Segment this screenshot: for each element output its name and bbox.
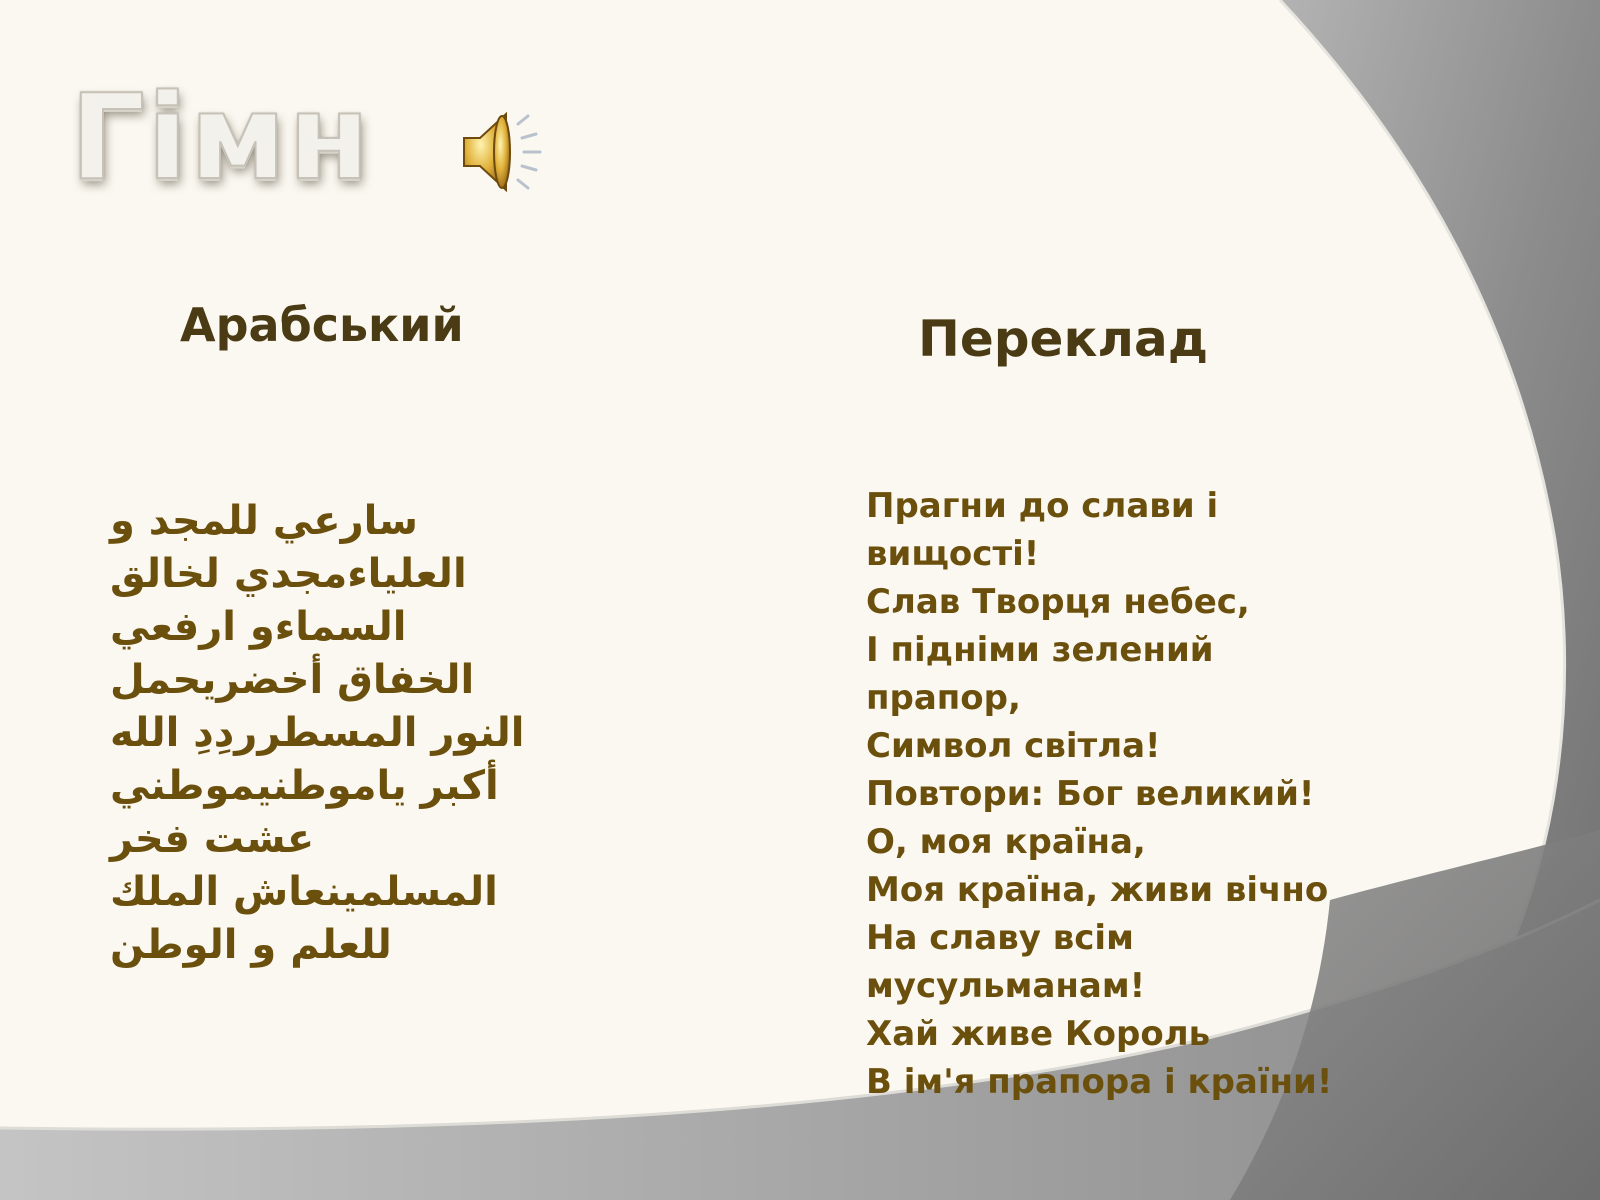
translation-line: мусульманам! [866, 966, 1146, 1006]
translation-line: Повтори: Бог великий! [866, 774, 1315, 814]
arabic-line: السماءو ارفعي [110, 604, 407, 650]
arabic-heading: Арабський [180, 298, 464, 352]
translation-line: Прагни до слави і [866, 486, 1219, 526]
arabic-line: الخفاق أخضريحمل [110, 657, 475, 703]
arabic-line: العلياءمجدي لخالق [110, 551, 467, 597]
translation-line: О, моя країна, [866, 822, 1146, 862]
arabic-anthem-text [110, 495, 560, 972]
translation-line: Хай живе Король [866, 1014, 1211, 1054]
translation-line: прапор, [866, 678, 1021, 718]
translation-heading: Переклад [918, 310, 1209, 368]
arabic-line: أكبر ياموطنيموطني [110, 763, 499, 809]
translation-line: вищості! [866, 534, 1040, 574]
speaker-icon[interactable] [458, 108, 548, 196]
arabic-line: عشت فخر [110, 816, 315, 862]
translation-text [866, 482, 1332, 1106]
translation-line: Слав Творця небес, [866, 582, 1250, 622]
translation-line: І підніми зелений [866, 630, 1214, 670]
slide-title: Гімн [70, 68, 372, 206]
arabic-line: للعلم و الوطن [110, 922, 392, 968]
translation-line: На славу всім [866, 918, 1134, 958]
translation-line: В ім'я прапора і країни! [866, 1062, 1333, 1102]
arabic-line: المسلمينعاش الملك [110, 869, 498, 915]
arabic-line: سارعي للمجد و [110, 498, 418, 544]
arabic-line: النور المسطرردِدِ الله [110, 710, 525, 756]
translation-line: Моя країна, живи вічно [866, 870, 1329, 910]
translation-line: Символ світла! [866, 726, 1161, 766]
